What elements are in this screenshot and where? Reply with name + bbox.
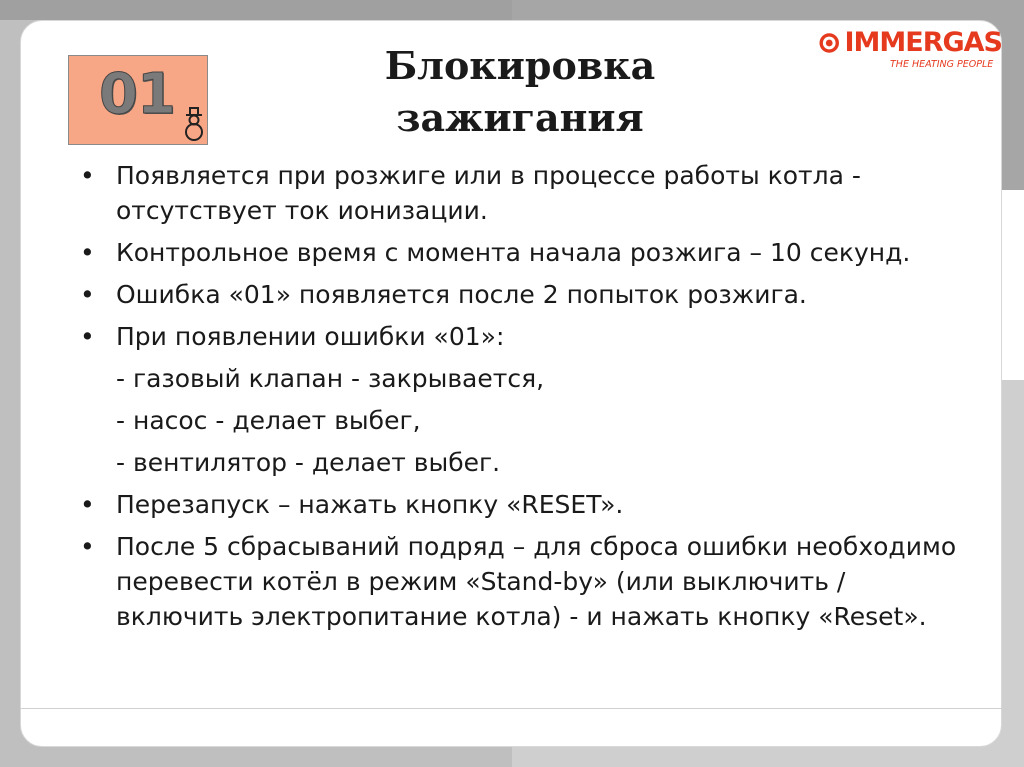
bullet-text: Контрольное время с момента начала розжига – 10 секунд.	[116, 238, 911, 267]
bullet-text: Перезапуск – нажать кнопку «RESET».	[116, 490, 624, 519]
bullet-text: Ошибка «01» появляется после 2 попыток розжига.	[116, 280, 807, 309]
footer-divider	[20, 708, 1002, 709]
sub-item	[70, 445, 970, 480]
sub-item-text: - вентилятор - делает выбег.	[116, 448, 501, 477]
bullet-marker: •	[80, 532, 95, 561]
sub-item-text: - насос - делает выбег,	[116, 406, 421, 435]
background-top-left-band	[0, 0, 512, 20]
bullet-item	[70, 319, 970, 354]
brand-logo	[818, 28, 1002, 78]
bullet-marker: •	[80, 490, 95, 519]
bullet-marker: •	[80, 280, 95, 309]
brand-tagline: THE HEATING PEOPLE	[890, 59, 994, 70]
bullet-item	[70, 529, 970, 634]
bullet-text: При появлении ошибки «01»:	[116, 322, 505, 351]
bullet-marker: •	[80, 161, 95, 190]
flame-logo-icon	[818, 28, 840, 58]
bullet-item	[70, 158, 970, 228]
content-list	[70, 158, 970, 641]
bullet-marker: •	[80, 322, 95, 351]
bullet-item	[70, 487, 970, 522]
sub-item	[70, 403, 970, 438]
sub-item	[70, 361, 970, 396]
title-line-2: зажигания	[396, 95, 644, 140]
bullet-text: После 5 сбрасываний подряд – для сброса ошибки необходимо перевести котёл в режим «Stand-by» (или выключить / включить электропитание котла) - и нажать кнопку «Reset».	[116, 532, 957, 631]
bullet-item	[70, 235, 970, 270]
bullet-item	[70, 277, 970, 312]
page-title	[300, 40, 740, 144]
error-code-badge	[68, 55, 208, 145]
error-code-text: 01	[99, 62, 175, 127]
brand-name: IMMERGAS	[844, 27, 1002, 58]
snowman-icon	[181, 106, 207, 142]
bullet-text: Появляется при розжиге или в процессе работы котла - отсутствует ток ионизации.	[116, 161, 861, 225]
bullet-marker: •	[80, 238, 95, 267]
sub-item-text: - газовый клапан - закрывается,	[116, 364, 545, 393]
title-line-1: Блокировка	[384, 43, 656, 88]
